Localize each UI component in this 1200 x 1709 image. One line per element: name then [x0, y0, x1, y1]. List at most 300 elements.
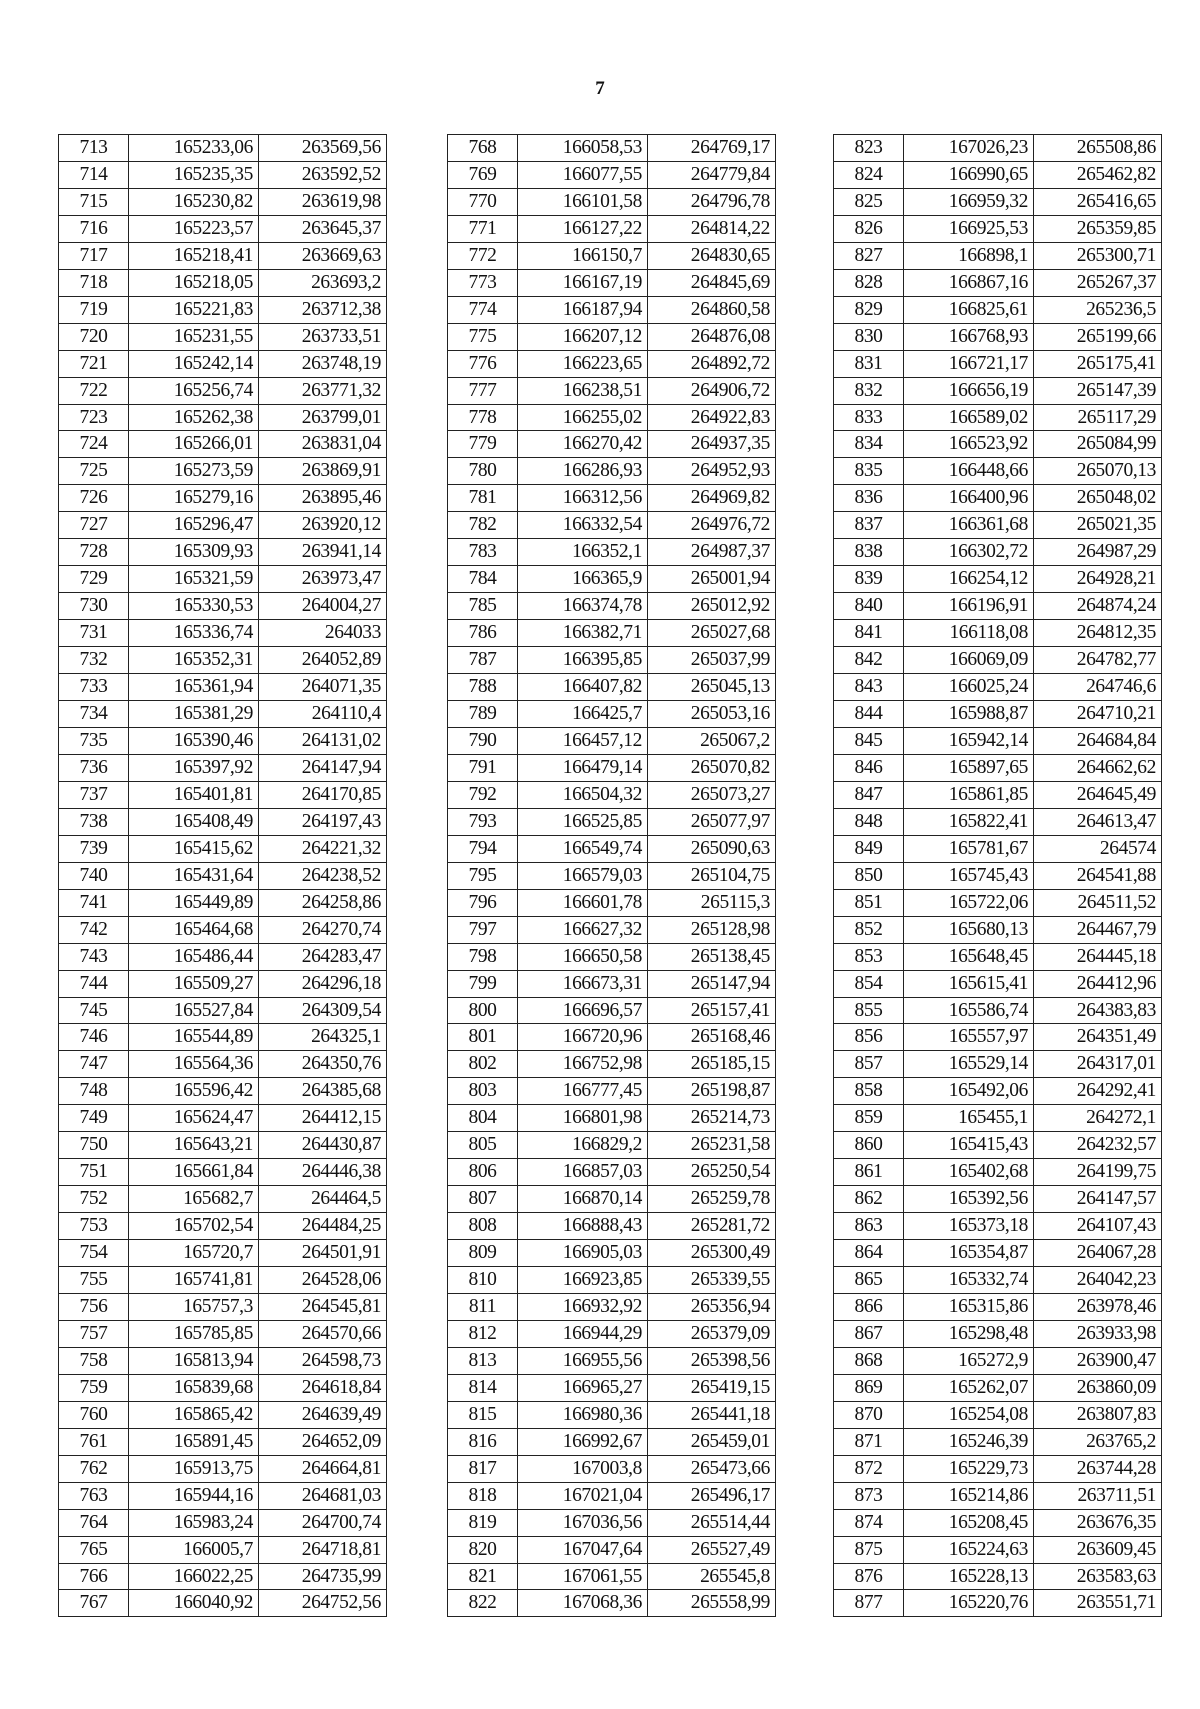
point-number-cell: 842	[834, 647, 904, 674]
point-number-cell: 840	[834, 593, 904, 620]
x-coordinate-cell: 166504,32	[518, 781, 648, 808]
point-number-cell: 783	[448, 539, 518, 566]
x-coordinate-cell: 165988,87	[904, 701, 1034, 728]
y-coordinate-cell: 263693,2	[259, 269, 387, 296]
x-coordinate-cell: 166312,56	[518, 485, 648, 512]
x-coordinate-cell: 165615,41	[904, 970, 1034, 997]
point-number-cell: 824	[834, 161, 904, 188]
x-coordinate-cell: 165682,7	[129, 1186, 259, 1213]
table-row	[59, 161, 387, 188]
table-row	[448, 458, 776, 485]
point-number-cell: 751	[59, 1159, 129, 1186]
table-row	[834, 188, 1162, 215]
x-coordinate-cell: 165309,93	[129, 539, 259, 566]
x-coordinate-cell: 166352,1	[518, 539, 648, 566]
point-number-cell: 719	[59, 296, 129, 323]
x-coordinate-cell: 166069,09	[904, 647, 1034, 674]
table-row	[834, 997, 1162, 1024]
point-number-cell: 720	[59, 323, 129, 350]
table-row	[59, 512, 387, 539]
table-row	[448, 835, 776, 862]
x-coordinate-cell: 165254,08	[904, 1401, 1034, 1428]
point-number-cell: 767	[59, 1590, 129, 1617]
point-number-cell: 821	[448, 1563, 518, 1590]
x-coordinate-cell: 165352,31	[129, 647, 259, 674]
y-coordinate-cell: 264710,21	[1034, 701, 1162, 728]
table-row	[834, 1267, 1162, 1294]
y-coordinate-cell: 264613,47	[1034, 808, 1162, 835]
x-coordinate-cell: 165228,13	[904, 1563, 1034, 1590]
y-coordinate-cell: 264383,83	[1034, 997, 1162, 1024]
x-coordinate-cell: 165702,54	[129, 1213, 259, 1240]
point-number-cell: 813	[448, 1347, 518, 1374]
y-coordinate-cell: 264467,79	[1034, 916, 1162, 943]
x-coordinate-cell: 165262,07	[904, 1374, 1034, 1401]
y-coordinate-cell: 264987,29	[1034, 539, 1162, 566]
x-coordinate-cell: 165596,42	[129, 1078, 259, 1105]
y-coordinate-cell: 264796,78	[648, 188, 776, 215]
x-coordinate-cell: 165321,59	[129, 566, 259, 593]
point-number-cell: 853	[834, 943, 904, 970]
y-coordinate-cell: 263645,37	[259, 215, 387, 242]
x-coordinate-cell: 165262,38	[129, 404, 259, 431]
table-row	[448, 1213, 776, 1240]
x-coordinate-cell: 166721,17	[904, 350, 1034, 377]
table-row	[448, 970, 776, 997]
y-coordinate-cell: 264598,73	[259, 1347, 387, 1374]
x-coordinate-cell: 165486,44	[129, 943, 259, 970]
table-row	[834, 431, 1162, 458]
table-row	[834, 269, 1162, 296]
y-coordinate-cell: 265259,78	[648, 1186, 776, 1213]
table-row	[834, 566, 1162, 593]
table-row	[834, 1347, 1162, 1374]
x-coordinate-cell: 165757,3	[129, 1293, 259, 1320]
y-coordinate-cell: 263869,91	[259, 458, 387, 485]
point-number-cell: 763	[59, 1482, 129, 1509]
y-coordinate-cell: 264700,74	[259, 1509, 387, 1536]
x-coordinate-cell: 165913,75	[129, 1455, 259, 1482]
y-coordinate-cell: 265250,54	[648, 1159, 776, 1186]
table-row	[834, 1105, 1162, 1132]
x-coordinate-cell: 165223,57	[129, 215, 259, 242]
table-row	[834, 620, 1162, 647]
x-coordinate-cell: 165246,39	[904, 1428, 1034, 1455]
point-number-cell: 861	[834, 1159, 904, 1186]
x-coordinate-cell: 165373,18	[904, 1213, 1034, 1240]
table-row	[448, 1078, 776, 1105]
point-number-cell: 805	[448, 1132, 518, 1159]
y-coordinate-cell: 265379,09	[648, 1320, 776, 1347]
table-row	[59, 1590, 387, 1617]
point-number-cell: 752	[59, 1186, 129, 1213]
x-coordinate-cell: 166255,02	[518, 404, 648, 431]
point-number-cell: 749	[59, 1105, 129, 1132]
y-coordinate-cell: 265281,72	[648, 1213, 776, 1240]
point-number-cell: 765	[59, 1536, 129, 1563]
y-coordinate-cell: 264892,72	[648, 350, 776, 377]
table-row	[448, 539, 776, 566]
table-row	[448, 485, 776, 512]
point-number-cell: 746	[59, 1024, 129, 1051]
table-row	[448, 1105, 776, 1132]
x-coordinate-cell: 165741,81	[129, 1267, 259, 1294]
table-row	[59, 242, 387, 269]
y-coordinate-cell: 264071,35	[259, 674, 387, 701]
y-coordinate-cell: 265084,99	[1034, 431, 1162, 458]
y-coordinate-cell: 265037,99	[648, 647, 776, 674]
x-coordinate-cell: 166167,19	[518, 269, 648, 296]
x-coordinate-cell: 166980,36	[518, 1401, 648, 1428]
point-number-cell: 741	[59, 889, 129, 916]
point-number-cell: 727	[59, 512, 129, 539]
table-row	[834, 916, 1162, 943]
y-coordinate-cell: 264906,72	[648, 377, 776, 404]
table-row	[59, 431, 387, 458]
table-row	[834, 404, 1162, 431]
x-coordinate-cell: 165897,65	[904, 754, 1034, 781]
x-coordinate-cell: 165218,05	[129, 269, 259, 296]
point-number-cell: 713	[59, 135, 129, 162]
x-coordinate-cell: 165745,43	[904, 862, 1034, 889]
point-number-cell: 782	[448, 512, 518, 539]
y-coordinate-cell: 264782,77	[1034, 647, 1162, 674]
y-coordinate-cell: 264570,66	[259, 1320, 387, 1347]
table-row	[448, 1051, 776, 1078]
x-coordinate-cell: 166990,65	[904, 161, 1034, 188]
point-number-cell: 873	[834, 1482, 904, 1509]
table-row	[59, 620, 387, 647]
x-coordinate-cell: 165361,94	[129, 674, 259, 701]
y-coordinate-cell: 263609,45	[1034, 1536, 1162, 1563]
point-number-cell: 779	[448, 431, 518, 458]
coordinate-table-3	[833, 134, 1162, 1617]
table-row	[59, 943, 387, 970]
point-number-cell: 758	[59, 1347, 129, 1374]
y-coordinate-cell: 264645,49	[1034, 781, 1162, 808]
y-coordinate-cell: 263744,28	[1034, 1455, 1162, 1482]
point-number-cell: 725	[59, 458, 129, 485]
table-row	[59, 404, 387, 431]
table-row	[448, 323, 776, 350]
x-coordinate-cell: 165220,76	[904, 1590, 1034, 1617]
point-number-cell: 859	[834, 1105, 904, 1132]
point-number-cell: 855	[834, 997, 904, 1024]
point-number-cell: 764	[59, 1509, 129, 1536]
point-number-cell: 777	[448, 377, 518, 404]
table-row	[448, 1482, 776, 1509]
point-number-cell: 733	[59, 674, 129, 701]
x-coordinate-cell: 165891,45	[129, 1428, 259, 1455]
y-coordinate-cell: 264464,5	[259, 1186, 387, 1213]
x-coordinate-cell: 166077,55	[518, 161, 648, 188]
table-row	[59, 377, 387, 404]
y-coordinate-cell: 265214,73	[648, 1105, 776, 1132]
table-row	[834, 593, 1162, 620]
point-number-cell: 864	[834, 1240, 904, 1267]
table-row	[448, 781, 776, 808]
y-coordinate-cell: 264258,86	[259, 889, 387, 916]
y-coordinate-cell: 265300,49	[648, 1240, 776, 1267]
point-number-cell: 772	[448, 242, 518, 269]
table-row	[448, 808, 776, 835]
y-coordinate-cell: 265267,37	[1034, 269, 1162, 296]
point-number-cell: 722	[59, 377, 129, 404]
y-coordinate-cell: 264830,65	[648, 242, 776, 269]
table-row	[448, 512, 776, 539]
y-coordinate-cell: 265462,82	[1034, 161, 1162, 188]
x-coordinate-cell: 167021,04	[518, 1482, 648, 1509]
x-coordinate-cell: 166238,51	[518, 377, 648, 404]
x-coordinate-cell: 165861,85	[904, 781, 1034, 808]
point-number-cell: 823	[834, 135, 904, 162]
x-coordinate-cell: 165822,41	[904, 808, 1034, 835]
table-row	[59, 485, 387, 512]
point-number-cell: 750	[59, 1132, 129, 1159]
x-coordinate-cell: 166254,12	[904, 566, 1034, 593]
table-row	[59, 1320, 387, 1347]
table-row	[834, 1240, 1162, 1267]
table-row	[59, 862, 387, 889]
x-coordinate-cell: 165401,81	[129, 781, 259, 808]
table-row	[834, 1482, 1162, 1509]
y-coordinate-cell: 263978,46	[1034, 1293, 1162, 1320]
table-row	[59, 1347, 387, 1374]
y-coordinate-cell: 263669,63	[259, 242, 387, 269]
point-number-cell: 787	[448, 647, 518, 674]
x-coordinate-cell: 165455,1	[904, 1105, 1034, 1132]
table-row	[834, 1051, 1162, 1078]
y-coordinate-cell: 265514,44	[648, 1509, 776, 1536]
x-coordinate-cell: 166005,7	[129, 1536, 259, 1563]
table-row	[448, 1320, 776, 1347]
x-coordinate-cell: 166223,65	[518, 350, 648, 377]
x-coordinate-cell: 166673,31	[518, 970, 648, 997]
point-number-cell: 826	[834, 215, 904, 242]
point-number-cell: 793	[448, 808, 518, 835]
y-coordinate-cell: 264969,82	[648, 485, 776, 512]
y-coordinate-cell: 264752,56	[259, 1590, 387, 1617]
point-number-cell: 731	[59, 620, 129, 647]
point-number-cell: 808	[448, 1213, 518, 1240]
point-number-cell: 868	[834, 1347, 904, 1374]
y-coordinate-cell: 264325,1	[259, 1024, 387, 1051]
point-number-cell: 800	[448, 997, 518, 1024]
x-coordinate-cell: 165336,74	[129, 620, 259, 647]
table-row	[448, 377, 776, 404]
table-row	[448, 1428, 776, 1455]
x-coordinate-cell: 166101,58	[518, 188, 648, 215]
y-coordinate-cell: 264501,91	[259, 1240, 387, 1267]
x-coordinate-cell: 165722,06	[904, 889, 1034, 916]
y-coordinate-cell: 264779,84	[648, 161, 776, 188]
y-coordinate-cell: 265115,3	[648, 889, 776, 916]
point-number-cell: 834	[834, 431, 904, 458]
x-coordinate-cell: 165233,06	[129, 135, 259, 162]
table-row	[834, 323, 1162, 350]
point-number-cell: 871	[834, 1428, 904, 1455]
table-row	[59, 1240, 387, 1267]
y-coordinate-cell: 264197,43	[259, 808, 387, 835]
y-coordinate-cell: 264412,15	[259, 1105, 387, 1132]
point-number-cell: 844	[834, 701, 904, 728]
x-coordinate-cell: 165564,36	[129, 1051, 259, 1078]
x-coordinate-cell: 166407,82	[518, 674, 648, 701]
point-number-cell: 745	[59, 997, 129, 1024]
table-row	[834, 1455, 1162, 1482]
table-row	[59, 727, 387, 754]
point-number-cell: 730	[59, 593, 129, 620]
point-number-cell: 816	[448, 1428, 518, 1455]
table-row	[834, 350, 1162, 377]
x-coordinate-cell: 165781,67	[904, 835, 1034, 862]
y-coordinate-cell: 263860,09	[1034, 1374, 1162, 1401]
point-number-cell: 856	[834, 1024, 904, 1051]
table-row	[834, 242, 1162, 269]
point-number-cell: 811	[448, 1293, 518, 1320]
y-coordinate-cell: 265090,63	[648, 835, 776, 862]
table-row	[59, 701, 387, 728]
table-row	[59, 566, 387, 593]
y-coordinate-cell: 264107,43	[1034, 1213, 1162, 1240]
y-coordinate-cell: 264042,23	[1034, 1267, 1162, 1294]
y-coordinate-cell: 265199,66	[1034, 323, 1162, 350]
table-row	[59, 1293, 387, 1320]
table-row	[59, 1267, 387, 1294]
point-number-cell: 838	[834, 539, 904, 566]
point-number-cell: 804	[448, 1105, 518, 1132]
point-number-cell: 875	[834, 1536, 904, 1563]
y-coordinate-cell: 265070,13	[1034, 458, 1162, 485]
table-row	[59, 1132, 387, 1159]
y-coordinate-cell: 264664,81	[259, 1455, 387, 1482]
point-number-cell: 814	[448, 1374, 518, 1401]
point-number-cell: 714	[59, 161, 129, 188]
x-coordinate-cell: 165785,85	[129, 1320, 259, 1347]
table-row	[834, 1590, 1162, 1617]
x-coordinate-cell: 166959,32	[904, 188, 1034, 215]
x-coordinate-cell: 166374,78	[518, 593, 648, 620]
x-coordinate-cell: 165942,14	[904, 727, 1034, 754]
x-coordinate-cell: 166898,1	[904, 242, 1034, 269]
table-row	[59, 1078, 387, 1105]
x-coordinate-cell: 165330,53	[129, 593, 259, 620]
y-coordinate-cell: 264004,27	[259, 593, 387, 620]
point-number-cell: 788	[448, 674, 518, 701]
x-coordinate-cell: 166925,53	[904, 215, 1034, 242]
table-row	[448, 1186, 776, 1213]
point-number-cell: 829	[834, 296, 904, 323]
x-coordinate-cell: 165544,89	[129, 1024, 259, 1051]
table-row	[834, 1320, 1162, 1347]
x-coordinate-cell: 165390,46	[129, 727, 259, 754]
table-row	[834, 943, 1162, 970]
table-row	[448, 1374, 776, 1401]
point-number-cell: 857	[834, 1051, 904, 1078]
y-coordinate-cell: 264928,21	[1034, 566, 1162, 593]
point-number-cell: 717	[59, 242, 129, 269]
y-coordinate-cell: 265070,82	[648, 754, 776, 781]
point-number-cell: 843	[834, 674, 904, 701]
point-number-cell: 837	[834, 512, 904, 539]
x-coordinate-cell: 166601,78	[518, 889, 648, 916]
table-row	[448, 1267, 776, 1294]
table-row	[834, 485, 1162, 512]
table-row	[448, 1455, 776, 1482]
table-row	[59, 1509, 387, 1536]
y-coordinate-cell: 263569,56	[259, 135, 387, 162]
x-coordinate-cell: 165230,82	[129, 188, 259, 215]
table-row	[59, 808, 387, 835]
y-coordinate-cell: 265147,39	[1034, 377, 1162, 404]
y-coordinate-cell: 265473,66	[648, 1455, 776, 1482]
point-number-cell: 789	[448, 701, 518, 728]
table-row	[448, 1401, 776, 1428]
table-row	[59, 1105, 387, 1132]
x-coordinate-cell: 166549,74	[518, 835, 648, 862]
table-row	[834, 1509, 1162, 1536]
point-number-cell: 852	[834, 916, 904, 943]
page-number: 7	[595, 78, 605, 99]
point-number-cell: 846	[834, 754, 904, 781]
table-row	[448, 593, 776, 620]
y-coordinate-cell: 264170,85	[259, 781, 387, 808]
point-number-cell: 739	[59, 835, 129, 862]
table-row	[448, 620, 776, 647]
x-coordinate-cell: 165392,56	[904, 1186, 1034, 1213]
point-number-cell: 766	[59, 1563, 129, 1590]
x-coordinate-cell: 166395,85	[518, 647, 648, 674]
point-number-cell: 812	[448, 1320, 518, 1347]
table-row	[448, 1132, 776, 1159]
point-number-cell: 802	[448, 1051, 518, 1078]
y-coordinate-cell: 263900,47	[1034, 1347, 1162, 1374]
x-coordinate-cell: 166829,2	[518, 1132, 648, 1159]
table-row	[59, 1536, 387, 1563]
table-row	[59, 889, 387, 916]
point-number-cell: 865	[834, 1267, 904, 1294]
table-row	[448, 1293, 776, 1320]
coordinate-table-2	[447, 134, 776, 1617]
point-number-cell: 796	[448, 889, 518, 916]
y-coordinate-cell: 264976,72	[648, 512, 776, 539]
x-coordinate-cell: 166058,53	[518, 135, 648, 162]
x-coordinate-cell: 166825,61	[904, 296, 1034, 323]
y-coordinate-cell: 264769,17	[648, 135, 776, 162]
y-coordinate-cell: 264412,96	[1034, 970, 1162, 997]
point-number-cell: 870	[834, 1401, 904, 1428]
y-coordinate-cell: 264681,03	[259, 1482, 387, 1509]
table-row	[834, 1024, 1162, 1051]
y-coordinate-cell: 265104,75	[648, 862, 776, 889]
x-coordinate-cell: 166932,92	[518, 1293, 648, 1320]
table-row	[59, 754, 387, 781]
table-row	[59, 916, 387, 943]
y-coordinate-cell: 263733,51	[259, 323, 387, 350]
table-row	[448, 188, 776, 215]
point-number-cell: 869	[834, 1374, 904, 1401]
y-coordinate-cell: 263619,98	[259, 188, 387, 215]
table-row	[834, 1078, 1162, 1105]
y-coordinate-cell: 264511,52	[1034, 889, 1162, 916]
point-number-cell: 785	[448, 593, 518, 620]
point-number-cell: 830	[834, 323, 904, 350]
x-coordinate-cell: 167003,8	[518, 1455, 648, 1482]
y-coordinate-cell: 264652,09	[259, 1428, 387, 1455]
table-row	[448, 1509, 776, 1536]
x-coordinate-cell: 166696,57	[518, 997, 648, 1024]
point-number-cell: 863	[834, 1213, 904, 1240]
